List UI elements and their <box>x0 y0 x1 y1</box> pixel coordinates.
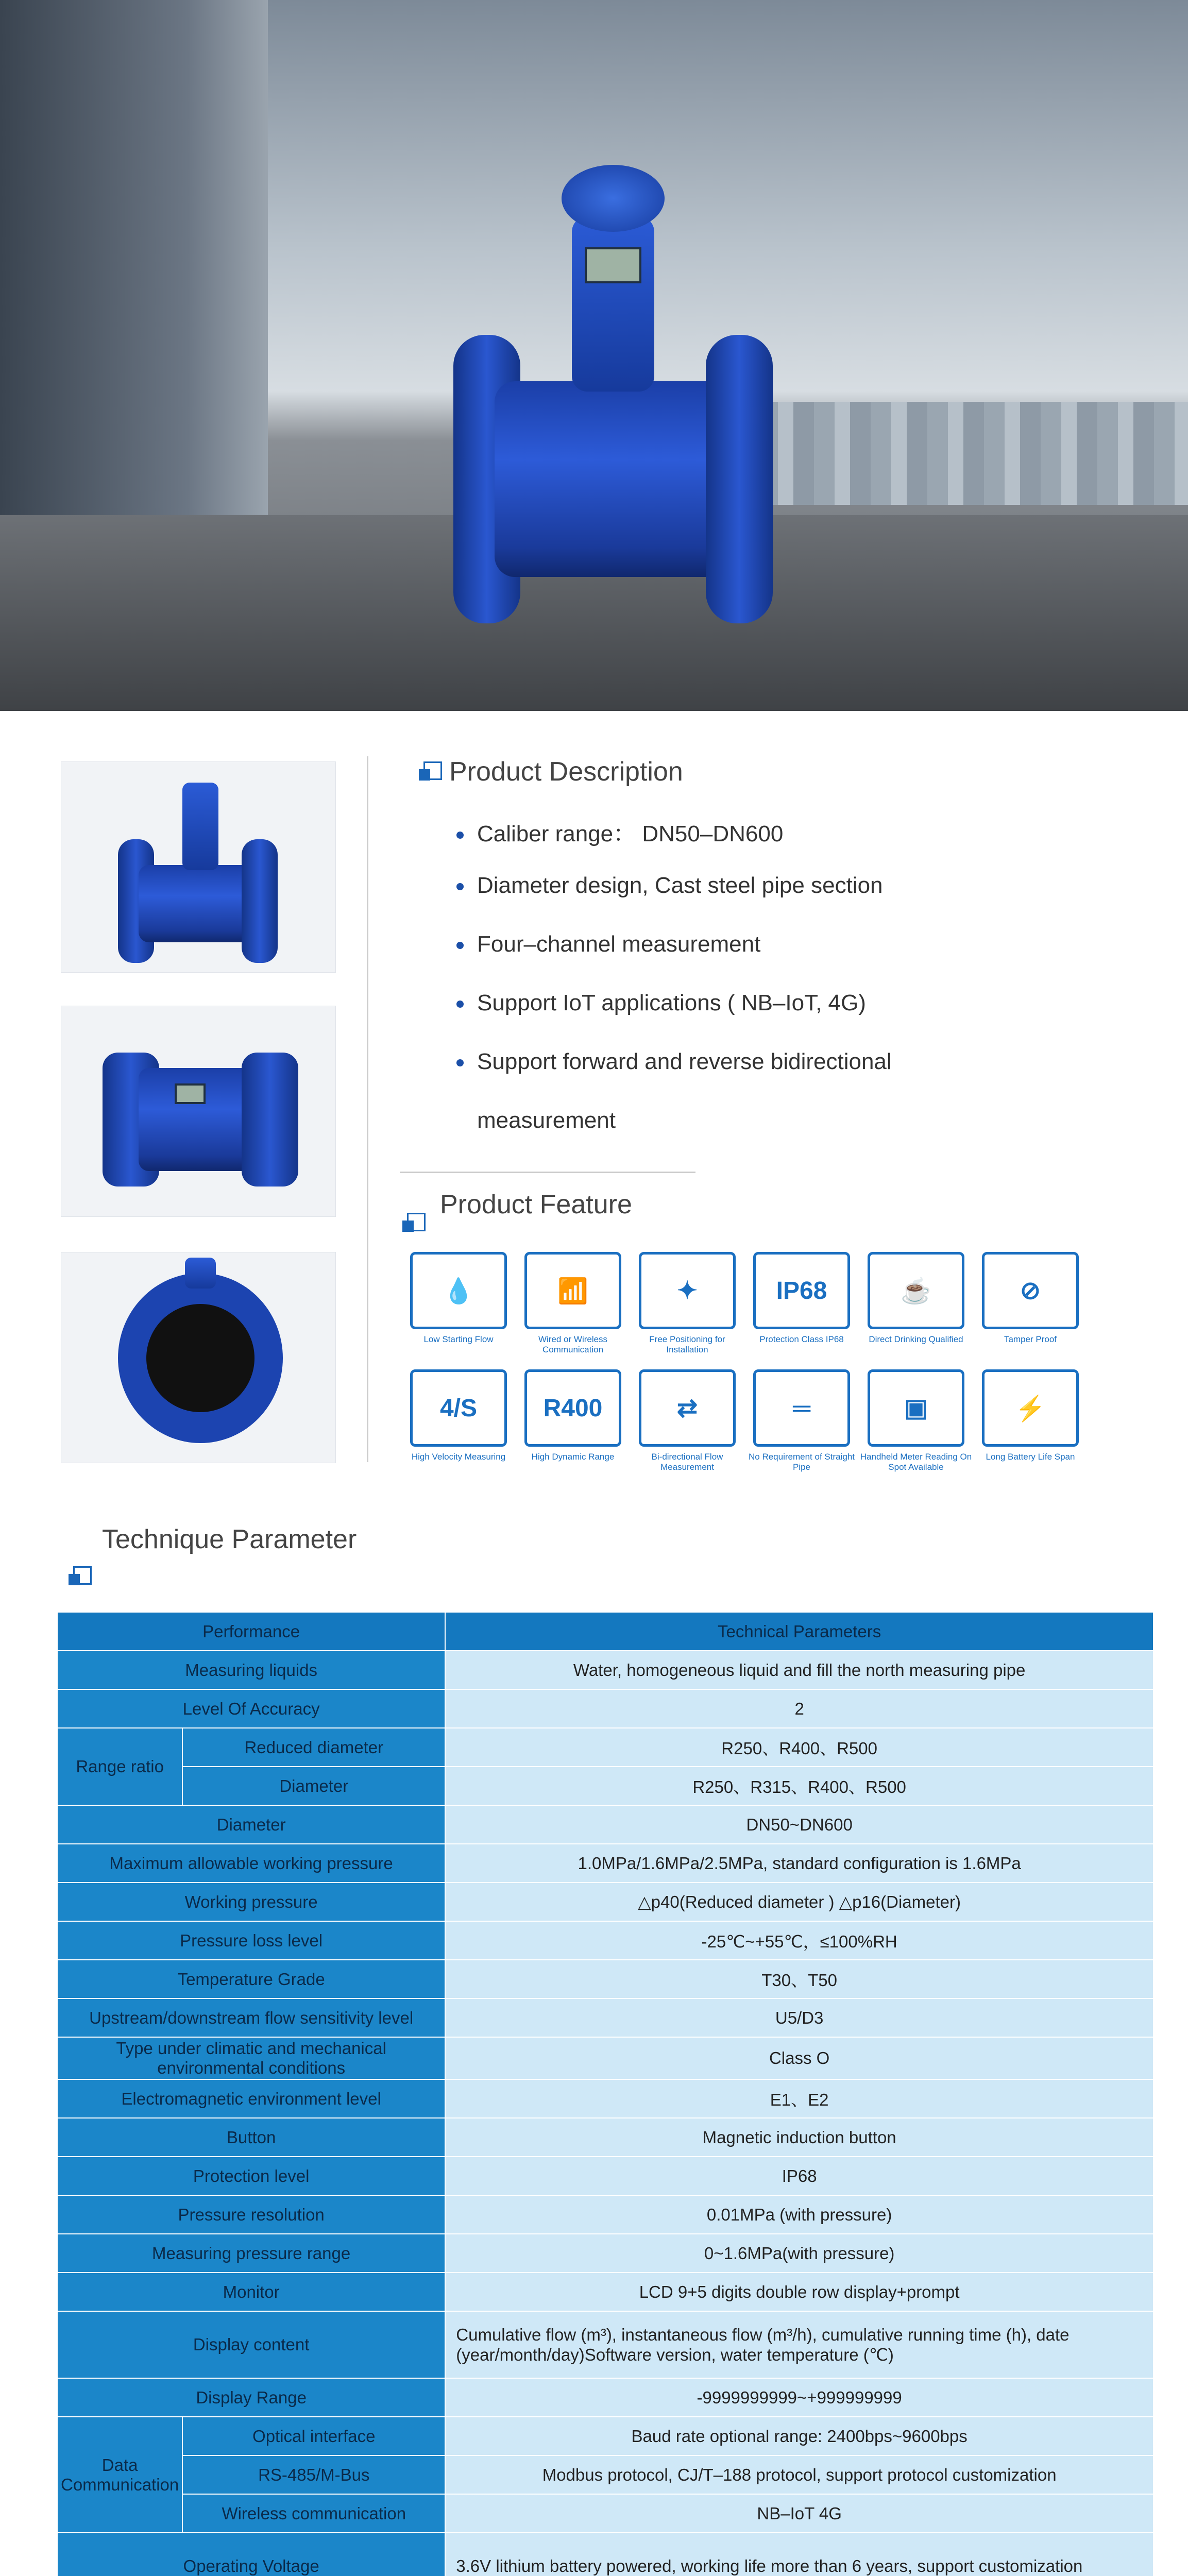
building-graphic <box>0 0 268 515</box>
meter-product-image <box>443 165 783 629</box>
param-row <box>57 1805 1153 1844</box>
param-label: Display content <box>57 2311 445 2378</box>
param-row <box>57 1960 1153 1998</box>
ip68-icon: IP68 <box>753 1252 850 1329</box>
feature-item <box>745 1369 858 1483</box>
feature-label: High Velocity Measuring <box>411 1452 506 1462</box>
param-value: DN50~DN600 <box>445 1805 1153 1844</box>
feature-item <box>631 1369 744 1483</box>
param-row <box>57 1998 1153 2037</box>
param-value: △p40(Reduced diameter ) △p16(Diameter) <box>445 1883 1153 1921</box>
feature-label: Wired or Wireless Communication <box>538 1334 608 1354</box>
section-marker-icon <box>407 1213 426 1231</box>
feature-item <box>859 1252 973 1365</box>
param-row <box>57 2455 1153 2494</box>
param-label: Pressure loss level <box>57 1921 445 1960</box>
param-label: Optical interface <box>182 2417 445 2455</box>
param-row <box>57 2079 1153 2118</box>
param-row <box>57 1689 1153 1728</box>
param-row <box>57 2533 1153 2576</box>
meter-thumbnail-bore <box>61 1252 336 1463</box>
battery-icon: ⚡ <box>982 1369 1079 1447</box>
tamper-icon: ⊘ <box>982 1252 1079 1329</box>
description-bullet: Support forward and reverse bidirectional <box>456 1049 892 1075</box>
feature-item <box>859 1369 973 1483</box>
param-label: Wireless communication <box>182 2494 445 2533</box>
feature-title: Product Feature <box>440 1190 632 1219</box>
param-value: Class O <box>445 2037 1153 2079</box>
description-bullet: Diameter design, Cast steel pipe section <box>456 873 883 899</box>
param-value: Magnetic induction button <box>445 2118 1153 2157</box>
param-label: Level Of Accuracy <box>57 1689 445 1728</box>
param-label: Protection level <box>57 2157 445 2195</box>
param-row <box>57 2417 1153 2455</box>
technique-title: Technique Parameter <box>102 1524 357 1554</box>
feature-item <box>745 1252 858 1365</box>
description-bullet: Caliber range： DN50–DN600 <box>456 815 783 848</box>
feature-label: High Dynamic Range <box>531 1452 615 1462</box>
bidirectional-icon: ⇄ <box>639 1369 736 1447</box>
param-label: Button <box>57 2118 445 2157</box>
feature-item <box>974 1369 1087 1483</box>
param-row <box>57 2494 1153 2533</box>
feature-icon-grid <box>402 1252 1082 1494</box>
feature-label: Handheld Meter Reading On Spot Available <box>860 1452 972 1472</box>
feature-label: Direct Drinking Qualified <box>869 1334 963 1344</box>
param-label: RS-485/M-Bus <box>182 2455 445 2494</box>
feature-item <box>631 1252 744 1365</box>
drinking-icon: ☕ <box>868 1252 964 1329</box>
param-value: 0.01MPa (with pressure) <box>445 2195 1153 2234</box>
water-drop-icon: 💧 <box>410 1252 507 1329</box>
header-performance: Performance <box>57 1612 445 1651</box>
param-value: 2 <box>445 1689 1153 1728</box>
feature-label: Bi-directional Flow Measurement <box>651 1452 723 1472</box>
param-value: 3.6V lithium battery powered, working life more than 6 years, support customization <box>445 2533 1153 2576</box>
param-value: IP68 <box>445 2157 1153 2195</box>
param-label: Diameter <box>182 1767 445 1805</box>
network-icon: ✦ <box>639 1252 736 1329</box>
param-row <box>57 2157 1153 2195</box>
param-label: Pressure resolution <box>57 2195 445 2234</box>
param-value: 0~1.6MPa(with pressure) <box>445 2234 1153 2273</box>
param-row <box>57 2273 1153 2311</box>
param-value: 1.0MPa/1.6MPa/2.5MPa, standard configuration is 1.6MPa <box>445 1844 1153 1883</box>
param-value: Baud rate optional range: 2400bps~9600bps <box>445 2417 1153 2455</box>
meter-thumbnail-front <box>61 761 336 973</box>
feature-item <box>402 1369 515 1483</box>
feature-label: Tamper Proof <box>1004 1334 1057 1344</box>
param-label: Display Range <box>57 2378 445 2417</box>
param-value: Water, homogeneous liquid and fill the north measuring pipe <box>445 1651 1153 1689</box>
param-label: Upstream/downstream flow sensitivity level <box>57 1998 445 2037</box>
technique-table <box>57 1612 1154 2576</box>
param-row <box>57 1651 1153 1689</box>
r400-icon: R400 <box>524 1369 621 1447</box>
param-label: Operating Voltage <box>57 2533 445 2576</box>
param-label: Electromagnetic environment level <box>57 2079 445 2118</box>
vertical-divider <box>367 756 368 1462</box>
param-label: Working pressure <box>57 1883 445 1921</box>
feature-item <box>974 1252 1087 1365</box>
param-row <box>57 2378 1153 2417</box>
wireless-icon: 📶 <box>524 1252 621 1329</box>
description-title: Product Description <box>449 757 683 787</box>
hero-banner <box>0 0 1188 711</box>
param-value: NB–IoT 4G <box>445 2494 1153 2533</box>
meter-thumbnail-side <box>61 1006 336 1217</box>
section-marker-icon <box>423 761 442 780</box>
feature-item <box>402 1252 515 1365</box>
param-row <box>57 2037 1153 2079</box>
param-row <box>57 1728 1153 1767</box>
param-label: Measuring pressure range <box>57 2234 445 2273</box>
param-value: -25℃~+55℃，≤100%RH <box>445 1921 1153 1960</box>
param-value: U5/D3 <box>445 1998 1153 2037</box>
horizontal-divider <box>400 1172 695 1173</box>
param-row <box>57 1844 1153 1883</box>
handheld-icon: ▣ <box>868 1369 964 1447</box>
param-value: -9999999999~+999999999 <box>445 2378 1153 2417</box>
section-marker-icon <box>73 1566 92 1585</box>
param-label: Maximum allowable working pressure <box>57 1844 445 1883</box>
param-row <box>57 1921 1153 1960</box>
feature-label: Free Positioning for Installation <box>649 1334 725 1354</box>
param-label: Temperature Grade <box>57 1960 445 1998</box>
description-bullet: Support IoT applications ( NB–IoT, 4G) <box>456 990 866 1016</box>
header-parameters: Technical Parameters <box>445 1612 1153 1651</box>
param-row <box>57 2234 1153 2273</box>
group-label: Data Communication <box>57 2417 182 2533</box>
param-value: R250、R315、R400、R500 <box>445 1767 1153 1805</box>
param-value: R250、R400、R500 <box>445 1728 1153 1767</box>
param-value: Modbus protocol, CJ/T–188 protocol, support protocol customization <box>445 2455 1153 2494</box>
feature-label: No Requirement of Straight Pipe <box>749 1452 855 1472</box>
param-label: Reduced diameter <box>182 1728 445 1767</box>
feature-item <box>516 1252 630 1365</box>
param-row <box>57 2311 1153 2378</box>
param-row <box>57 2195 1153 2234</box>
param-value: E1、E2 <box>445 2079 1153 2118</box>
pipe-icon: ═ <box>753 1369 850 1447</box>
description-bullet-continuation: measurement <box>477 1108 616 1133</box>
param-label: Measuring liquids <box>57 1651 445 1689</box>
param-label: Diameter <box>57 1805 445 1844</box>
param-value: T30、T50 <box>445 1960 1153 1998</box>
group-label: Range ratio <box>57 1728 182 1805</box>
feature-label: Protection Class IP68 <box>759 1334 844 1344</box>
param-label: Monitor <box>57 2273 445 2311</box>
param-value: LCD 9+5 digits double row display+prompt <box>445 2273 1153 2311</box>
feature-item <box>516 1369 630 1483</box>
param-row <box>57 1767 1153 1805</box>
param-row <box>57 1883 1153 1921</box>
velocity-icon: 4/S <box>410 1369 507 1447</box>
param-value: Cumulative flow (m³), instantaneous flow (m³/h), cumulative running time (h), date (year/month/day)Software version, water temperature (℃) <box>445 2311 1153 2378</box>
param-row <box>57 2118 1153 2157</box>
param-label: Type under climatic and mechanical environmental conditions <box>57 2037 445 2079</box>
description-bullet: Four–channel measurement <box>456 931 760 957</box>
feature-label: Low Starting Flow <box>423 1334 494 1344</box>
feature-label: Long Battery Life Span <box>986 1452 1075 1462</box>
